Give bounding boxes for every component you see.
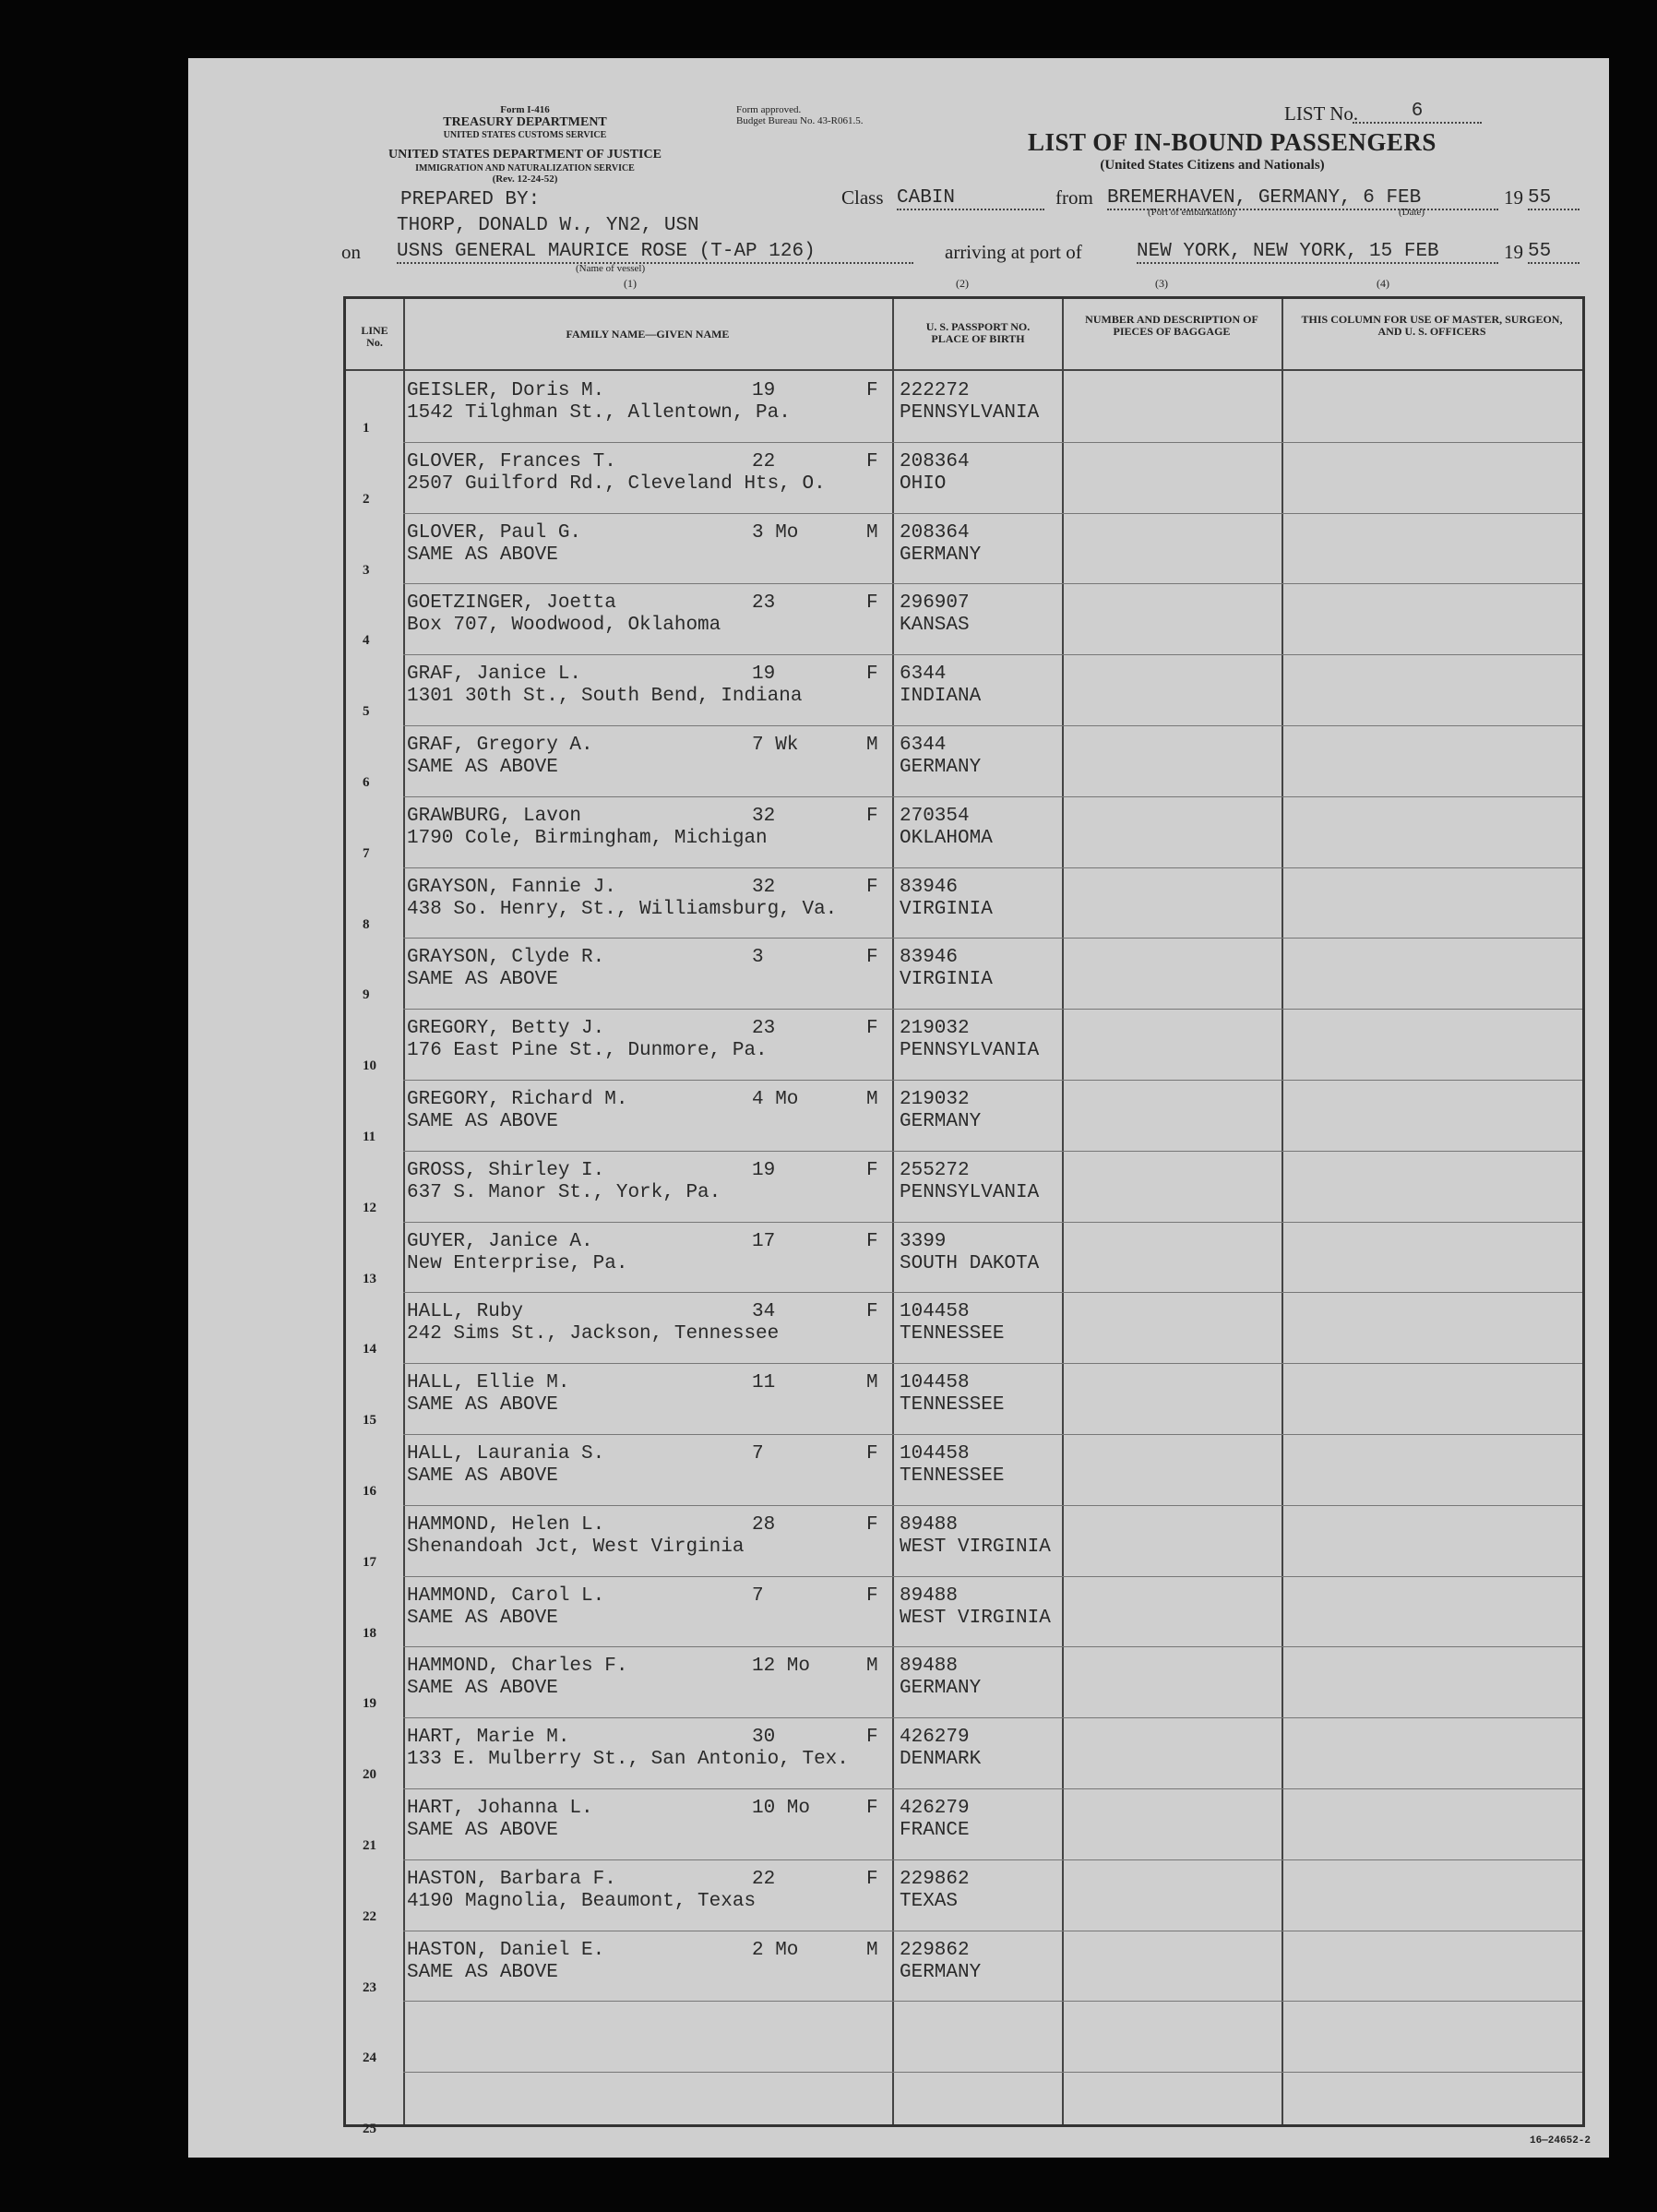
passenger-sex: F (866, 1443, 878, 1465)
list-number-label: LIST No. (1284, 102, 1359, 125)
date-caption: (Date) (1399, 207, 1425, 218)
row-divider (403, 796, 1582, 797)
row-divider (403, 1080, 1582, 1081)
passport-number: 3399 (900, 1230, 947, 1252)
passport-number: 208364 (900, 521, 970, 544)
passenger-table (343, 296, 1585, 2137)
passenger-name: GREGORY, Richard M. (407, 1089, 628, 1110)
passenger-address: SAME AS ABOVE (407, 1111, 558, 1132)
row-divider (403, 1151, 1582, 1152)
place-of-birth: GERMANY (900, 1111, 982, 1132)
line-number: 22 (363, 1908, 376, 1924)
header-passport: U. S. PASSPORT NO. PLACE OF BIRTH (925, 320, 1031, 345)
vessel-name: USNS GENERAL MAURICE ROSE (T-AP 126) (397, 241, 913, 264)
passport-number: 104458 (900, 1301, 970, 1323)
line-number: 2 (363, 491, 370, 507)
arriving-port: NEW YORK, NEW YORK, 15 FEB (1137, 241, 1498, 264)
form-number: Form I-416 (500, 104, 550, 115)
passenger-sex: F (866, 1301, 878, 1323)
passenger-age: 32 (752, 805, 776, 827)
header-baggage: NUMBER AND DESCRIPTION OF PIECES OF BAGGAGE (1085, 313, 1258, 338)
passenger-address: SAME AS ABOVE (407, 1465, 558, 1487)
row-divider (403, 2001, 1582, 2002)
passenger-name: GUYER, Janice A. (407, 1230, 593, 1252)
passenger-address: SAME AS ABOVE (407, 1820, 558, 1841)
passport-number: 6344 (900, 664, 947, 686)
passenger-name: GREGORY, Betty J. (407, 1018, 605, 1040)
header-officers: THIS COLUMN FOR USE OF MASTER, SURGEON, AND U. S. OFFICERS (1301, 313, 1563, 338)
passenger-sex: F (866, 664, 878, 686)
passenger-name: HASTON, Daniel E. (407, 1939, 605, 1961)
passenger-name: HAMMOND, Charles F. (407, 1656, 628, 1678)
passenger-address: SAME AS ABOVE (407, 1394, 558, 1417)
row-divider (403, 1646, 1582, 1647)
row-divider (403, 725, 1582, 726)
place-of-birth: PENNSYLVANIA (900, 1181, 1040, 1203)
passenger-name: HART, Johanna L. (407, 1798, 593, 1819)
passenger-sex: M (866, 1089, 878, 1110)
passenger-address: 1301 30th St., South Bend, Indiana (407, 686, 803, 708)
passenger-sex: F (866, 592, 878, 615)
row-divider (403, 938, 1582, 939)
passenger-age: 19 (752, 380, 776, 401)
passenger-age: 23 (752, 1018, 776, 1040)
prepared-by: THORP, DONALD W., YN2, USN (397, 215, 699, 236)
passport-number: 83946 (900, 876, 959, 898)
arrival-year-prefix: 19 (1504, 241, 1523, 263)
passenger-age: 22 (752, 1868, 776, 1890)
class-label: Class (841, 186, 884, 209)
line-number: 9 (363, 987, 370, 1003)
passenger-sex: F (866, 1868, 878, 1890)
passenger-name: HASTON, Barbara F. (407, 1868, 616, 1890)
place-of-birth: GERMANY (900, 1961, 982, 1983)
row-divider (403, 1222, 1582, 1223)
passenger-sex: F (866, 1159, 878, 1181)
passport-number: 104458 (900, 1443, 970, 1465)
row-divider (403, 583, 1582, 584)
passenger-sex: F (866, 1584, 878, 1607)
passport-number: 229862 (900, 1939, 970, 1961)
passenger-address: 2507 Guilford Rd., Cleveland Hts, O. (407, 472, 826, 495)
place-of-birth: WEST VIRGINIA (900, 1536, 1051, 1558)
passport-number: 83946 (900, 947, 959, 969)
passenger-age: 3 (752, 947, 764, 969)
passenger-age: 7 Wk (752, 735, 799, 756)
passenger-address: SAME AS ABOVE (407, 544, 558, 566)
row-divider (403, 1859, 1582, 1860)
place-of-birth: GERMANY (900, 544, 982, 566)
passenger-sex: M (866, 521, 878, 544)
passenger-age: 10 Mo (752, 1798, 811, 1819)
justice-dept: UNITED STATES DEPARTMENT OF JUSTICE (388, 148, 662, 161)
passenger-address: New Enterprise, Pa. (407, 1252, 628, 1274)
line-number: 25 (363, 2122, 376, 2137)
passenger-name: GROSS, Shirley I. (407, 1159, 605, 1181)
passenger-name: GLOVER, Frances T. (407, 450, 616, 472)
place-of-birth: OKLAHOMA (900, 827, 993, 849)
passport-number: 296907 (900, 592, 970, 615)
line-number: 18 (363, 1625, 376, 1641)
line-number: 4 (363, 633, 370, 649)
line-number: 5 (363, 704, 370, 720)
passenger-name: HAMMOND, Helen L. (407, 1513, 605, 1536)
passenger-name: GRAYSON, Clyde R. (407, 947, 605, 969)
form-revision: (Rev. 12-24-52) (492, 173, 558, 185)
document-title: LIST OF IN-BOUND PASSENGERS (1028, 128, 1436, 156)
line-number: 7 (363, 845, 370, 861)
place-of-birth: TENNESSEE (900, 1394, 1005, 1417)
place-of-birth: TEXAS (900, 1890, 959, 1912)
row-divider (403, 442, 1582, 443)
row-divider (403, 654, 1582, 655)
passenger-age: 4 Mo (752, 1089, 799, 1110)
row-divider (403, 513, 1582, 514)
line-number: 23 (363, 1979, 376, 1995)
passenger-age: 7 (752, 1584, 764, 1607)
vessel-caption: (Name of vessel) (576, 263, 646, 274)
row-divider (403, 1788, 1582, 1789)
line-number: 13 (363, 1271, 376, 1286)
passenger-age: 23 (752, 592, 776, 615)
place-of-birth: DENMARK (900, 1749, 982, 1771)
place-of-birth: FRANCE (900, 1820, 970, 1841)
passenger-sex: F (866, 1513, 878, 1536)
line-number: 6 (363, 775, 370, 790)
place-of-birth: SOUTH DAKOTA (900, 1252, 1040, 1274)
passport-number: 219032 (900, 1018, 970, 1040)
col-1-number: (1) (624, 277, 637, 290)
line-number: 14 (363, 1342, 376, 1357)
passenger-name: HALL, Ellie M. (407, 1372, 570, 1394)
passenger-address: Shenandoah Jct, West Virginia (407, 1536, 745, 1558)
passenger-age: 34 (752, 1301, 776, 1323)
ins: IMMIGRATION AND NATURALIZATION SERVICE (415, 163, 635, 173)
passport-number: 208364 (900, 450, 970, 472)
from-year-prefix: 19 (1504, 186, 1523, 209)
row-divider (403, 867, 1582, 868)
row-divider (403, 1434, 1582, 1435)
passenger-address: 242 Sims St., Jackson, Tennessee (407, 1323, 780, 1345)
passenger-age: 2 Mo (752, 1939, 799, 1961)
passenger-sex: F (866, 1230, 878, 1252)
place-of-birth: KANSAS (900, 615, 970, 637)
passenger-address: SAME AS ABOVE (407, 757, 558, 778)
line-number: 8 (363, 916, 370, 932)
line-number: 11 (363, 1130, 376, 1144)
passenger-address: SAME AS ABOVE (407, 1607, 558, 1629)
customs-service: UNITED STATES CUSTOMS SERVICE (443, 130, 607, 140)
budget-bureau: Budget Bureau No. 43-R061.5. (736, 115, 864, 126)
line-number: 19 (363, 1696, 376, 1712)
passenger-address: 637 S. Manor St., York, Pa. (407, 1181, 721, 1203)
passenger-sex: F (866, 876, 878, 898)
row-divider (403, 1717, 1582, 1718)
place-of-birth: INDIANA (900, 686, 982, 708)
passenger-age: 3 Mo (752, 521, 799, 544)
row-divider (403, 1363, 1582, 1364)
passport-number: 426279 (900, 1727, 970, 1749)
passenger-age: 28 (752, 1513, 776, 1536)
passenger-address: 438 So. Henry, St., Williamsburg, Va. (407, 898, 838, 920)
col-4-number: (4) (1377, 277, 1389, 290)
passenger-sex: M (866, 1939, 878, 1961)
line-number: 17 (363, 1554, 376, 1570)
place-of-birth: VIRGINIA (900, 969, 993, 991)
passenger-sex: F (866, 1727, 878, 1749)
arriving-label: arriving at port of (945, 241, 1082, 263)
passenger-name: HALL, Laurania S. (407, 1443, 605, 1465)
from-year: 55 (1528, 187, 1580, 210)
place-of-birth: VIRGINIA (900, 898, 993, 920)
col-3-number: (3) (1155, 277, 1168, 290)
row-divider (403, 1009, 1582, 1010)
passenger-age: 19 (752, 664, 776, 686)
line-number: 1 (363, 421, 370, 436)
passenger-name: GRAF, Gregory A. (407, 735, 593, 756)
passport-number: 426279 (900, 1798, 970, 1819)
passenger-address: SAME AS ABOVE (407, 969, 558, 991)
passenger-sex: F (866, 1018, 878, 1040)
passport-number: 255272 (900, 1159, 970, 1181)
passenger-age: 17 (752, 1230, 776, 1252)
passport-number: 222272 (900, 380, 970, 401)
passenger-address: SAME AS ABOVE (407, 1961, 558, 1983)
passenger-sex: M (866, 1656, 878, 1678)
passenger-sex: F (866, 1798, 878, 1819)
place-of-birth: OHIO (900, 472, 947, 495)
passenger-address: Box 707, Woodwood, Oklahoma (407, 615, 721, 637)
line-number: 24 (363, 2051, 376, 2066)
passenger-address: 4190 Magnolia, Beaumont, Texas (407, 1890, 757, 1912)
place-of-birth: WEST VIRGINIA (900, 1607, 1051, 1629)
passport-number: 6344 (900, 735, 947, 756)
row-divider (403, 1505, 1582, 1506)
passport-number: 104458 (900, 1372, 970, 1394)
row-divider (403, 2072, 1582, 2073)
on-label: on (341, 241, 361, 263)
line-number: 15 (363, 1413, 376, 1429)
form-approved: Form approved. (736, 104, 802, 115)
passenger-address: 133 E. Mulberry St., San Antonio, Tex. (407, 1749, 849, 1771)
prepared-by-label: PREPARED BY: (400, 189, 541, 210)
passenger-age: 19 (752, 1159, 776, 1181)
passenger-name: GOETZINGER, Joetta (407, 592, 616, 615)
document-subtitle: (United States Citizens and Nationals) (1100, 158, 1325, 173)
class-value: CABIN (897, 187, 1044, 210)
list-number: 6 (1353, 101, 1482, 124)
passenger-sex: F (866, 380, 878, 401)
line-number: 10 (363, 1058, 376, 1074)
passenger-sex: F (866, 805, 878, 827)
passenger-name: GLOVER, Paul G. (407, 521, 582, 544)
place-of-birth: TENNESSEE (900, 1323, 1005, 1345)
row-divider (403, 1292, 1582, 1293)
line-number: 16 (363, 1484, 376, 1499)
passenger-name: GRAWBURG, Lavon (407, 805, 582, 827)
passenger-sex: F (866, 450, 878, 472)
place-of-birth: TENNESSEE (900, 1465, 1005, 1487)
passenger-address: 1790 Cole, Birmingham, Michigan (407, 827, 768, 849)
row-divider (403, 1576, 1582, 1577)
passenger-address: 1542 Tilghman St., Allentown, Pa. (407, 402, 791, 424)
passenger-age: 30 (752, 1727, 776, 1749)
passport-number: 89488 (900, 1513, 959, 1536)
passport-number: 229862 (900, 1868, 970, 1890)
col-2-number: (2) (956, 277, 969, 290)
passenger-list-page (188, 58, 1609, 2158)
passport-number: 219032 (900, 1089, 970, 1110)
passenger-age: 32 (752, 876, 776, 898)
line-number: 12 (363, 1200, 376, 1215)
passenger-age: 7 (752, 1443, 764, 1465)
passenger-age: 12 Mo (752, 1656, 811, 1678)
passenger-sex: F (866, 947, 878, 969)
passenger-name: GRAYSON, Fannie J. (407, 876, 616, 898)
passenger-name: HAMMOND, Carol L. (407, 1584, 605, 1607)
passenger-age: 22 (752, 450, 776, 472)
passenger-name: HALL, Ruby (407, 1301, 524, 1323)
port-embark-caption: (Port of embarkation) (1148, 207, 1236, 218)
passport-number: 270354 (900, 805, 970, 827)
passenger-name: GEISLER, Doris M. (407, 380, 605, 401)
passenger-name: GRAF, Janice L. (407, 664, 582, 686)
place-of-birth: PENNSYLVANIA (900, 1040, 1040, 1062)
from-value: BREMERHAVEN, GERMANY, 6 FEB (1107, 187, 1498, 210)
line-number: 21 (363, 1838, 376, 1853)
passenger-address: 176 East Pine St., Dunmore, Pa. (407, 1040, 768, 1062)
passenger-sex: M (866, 1372, 878, 1394)
header-line-no: LINE No. (361, 324, 388, 349)
place-of-birth: PENNSYLVANIA (900, 402, 1040, 424)
passport-number: 89488 (900, 1584, 959, 1607)
from-label: from (1055, 186, 1093, 209)
line-number: 20 (363, 1767, 376, 1783)
line-number: 3 (363, 562, 370, 578)
treasury-dept: TREASURY DEPARTMENT (443, 115, 607, 129)
arrival-year: 55 (1528, 241, 1580, 264)
passport-number: 89488 (900, 1656, 959, 1678)
header-name: FAMILY NAME—GIVEN NAME (566, 328, 730, 341)
passenger-name: HART, Marie M. (407, 1727, 570, 1749)
footer-code: 16—24652-2 (1529, 2135, 1591, 2146)
place-of-birth: GERMANY (900, 757, 982, 778)
passenger-sex: M (866, 735, 878, 756)
place-of-birth: GERMANY (900, 1678, 982, 1700)
passenger-age: 11 (752, 1372, 776, 1394)
passenger-address: SAME AS ABOVE (407, 1678, 558, 1700)
